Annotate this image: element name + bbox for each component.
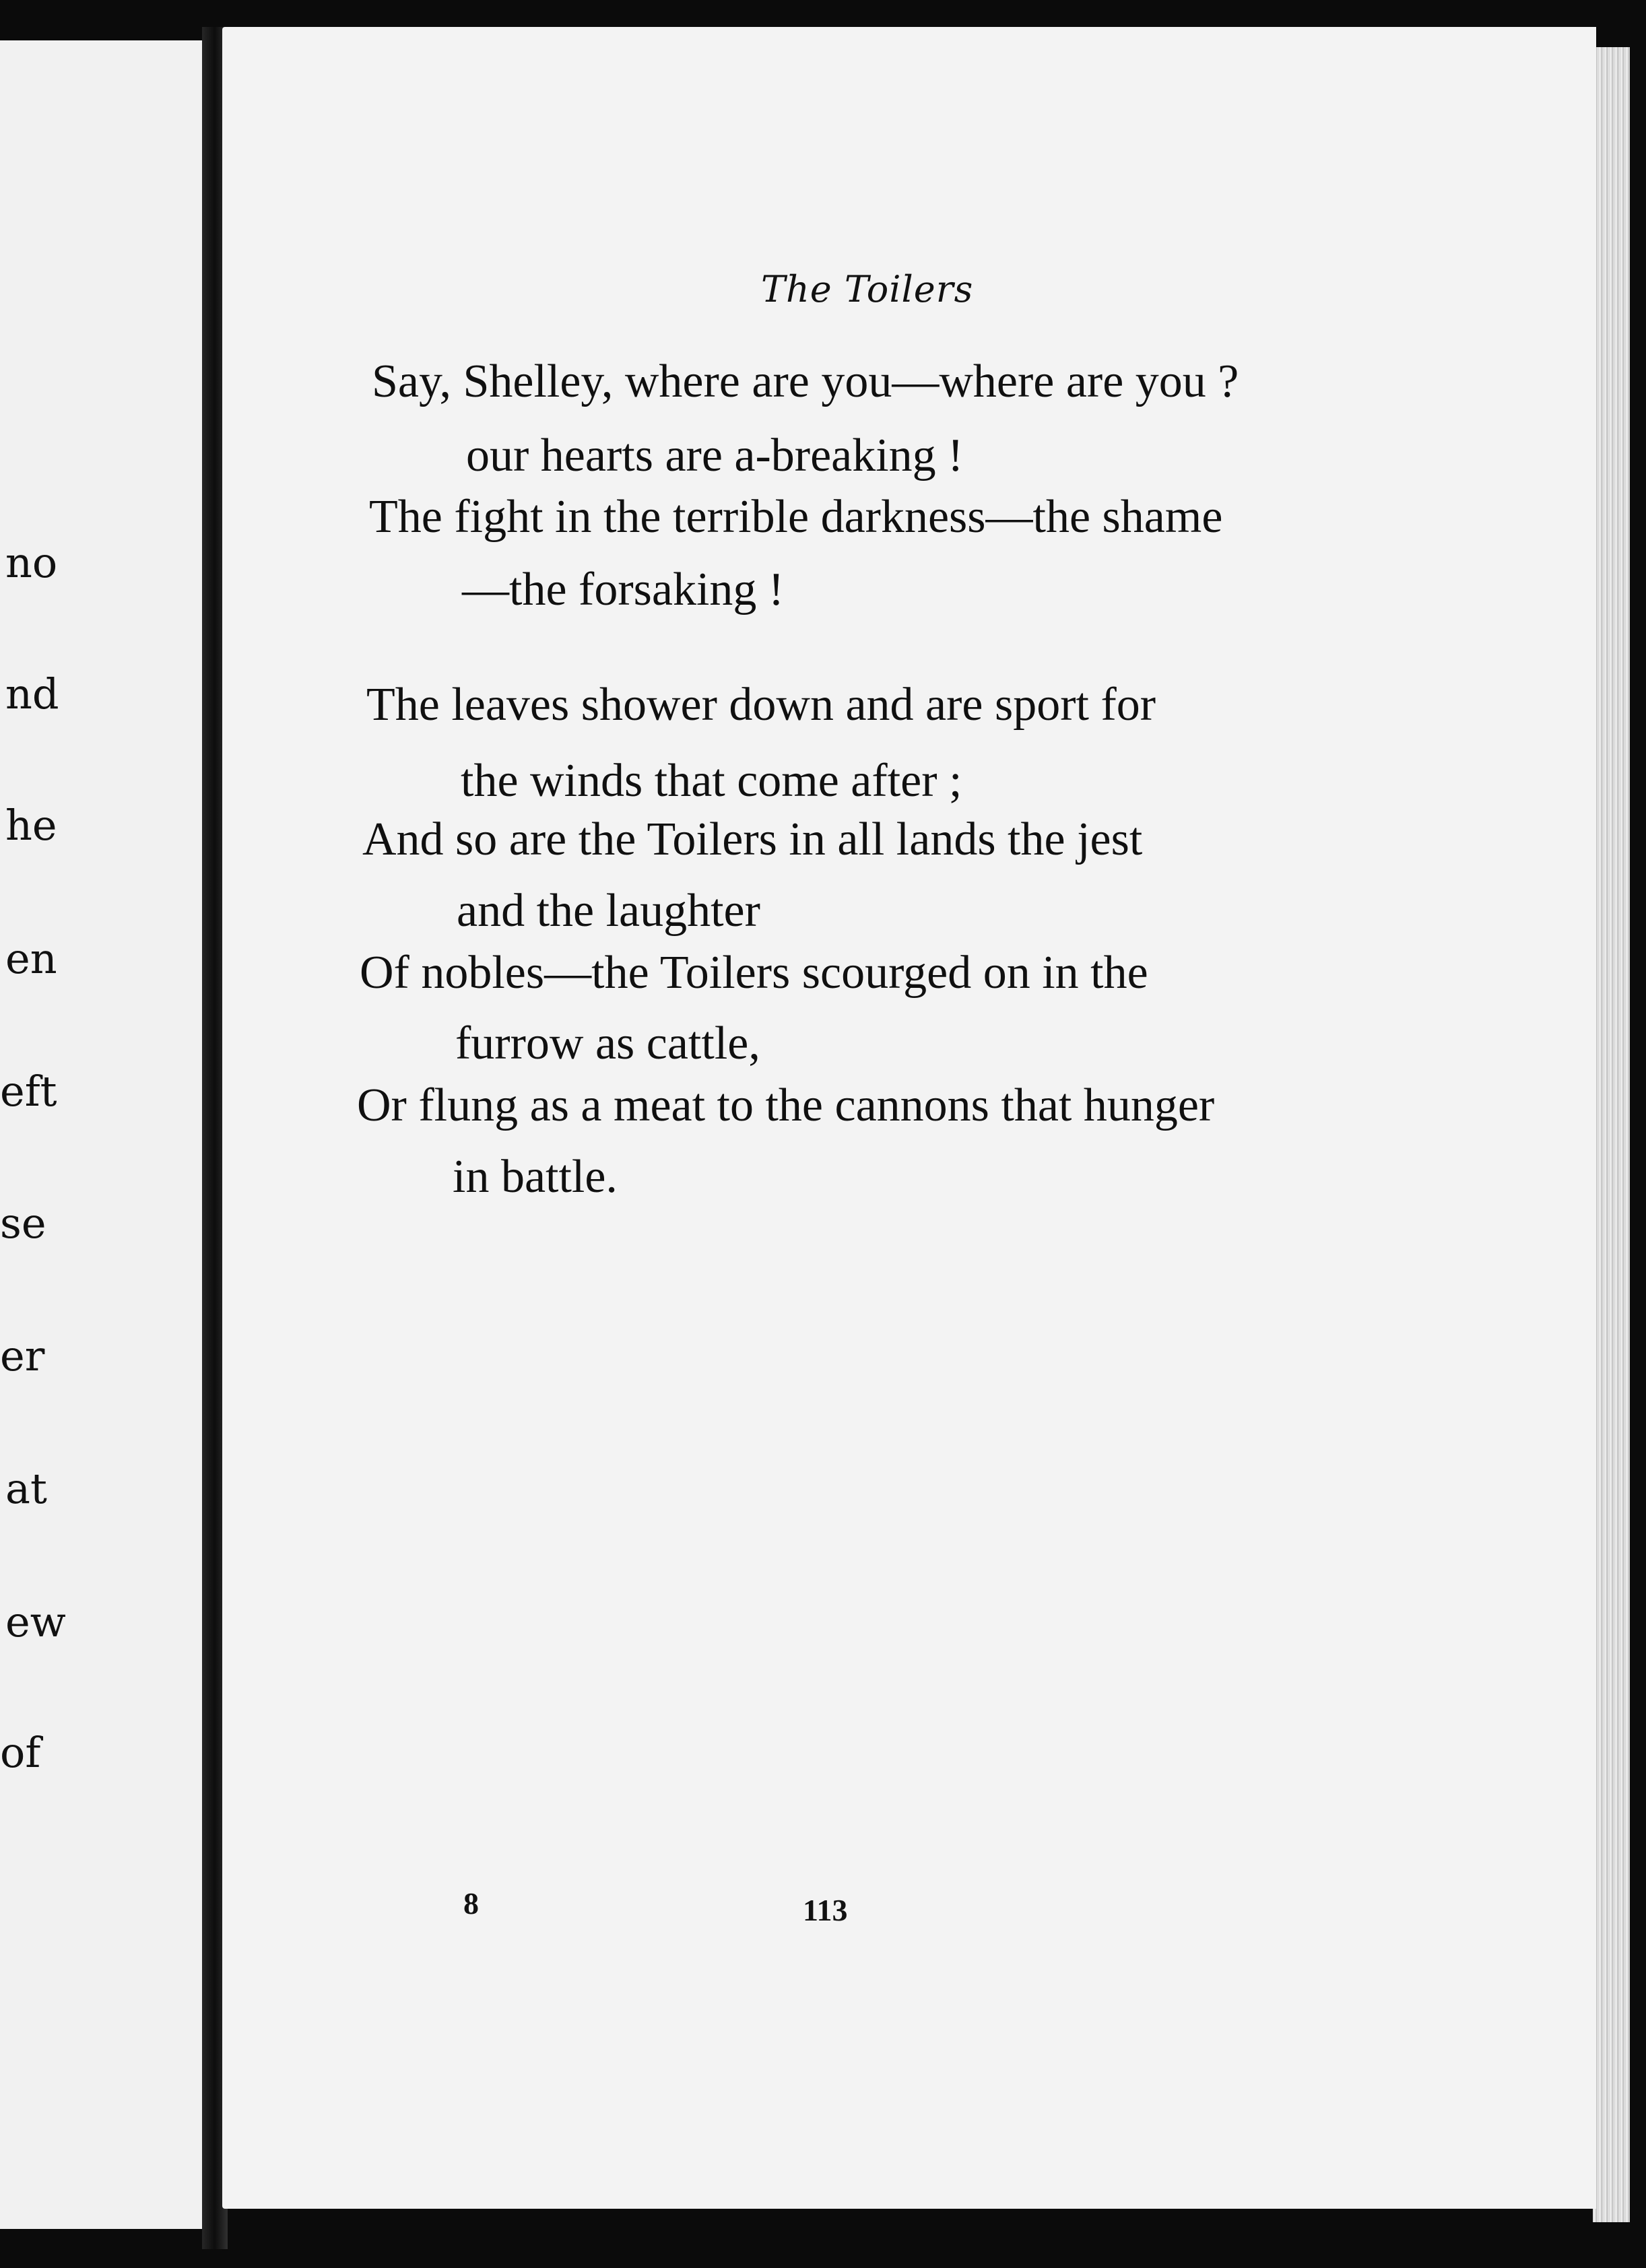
left-page-fragment: se: [0, 1199, 46, 1248]
poem-line: Say, Shelley, where are you—where are you ?: [372, 356, 1239, 407]
signature-mark: 8: [463, 1886, 479, 1921]
left-page-fragment: en: [5, 934, 57, 983]
poem-line: Of nobles—the Toilers scourged on in the: [360, 947, 1148, 999]
poem-line: in battle.: [453, 1151, 618, 1203]
left-page-fragment: at: [5, 1464, 47, 1513]
poem-line: The leaves shower down and are sport for: [366, 679, 1156, 731]
poem-line: Or flung as a meat to the cannons that hunger: [357, 1079, 1215, 1131]
poem-line: furrow as cattle,: [455, 1018, 760, 1069]
poem-line: The fight in the terrible darkness—the shame: [369, 491, 1223, 543]
page-number: 113: [803, 1893, 848, 1927]
left-page-fragment: no: [5, 538, 58, 587]
poem-line: and the laughter: [457, 885, 760, 937]
left-page-fragment: er: [0, 1331, 45, 1380]
poem-line: —the forsaking !: [462, 564, 785, 615]
left-page-fragment: eft: [0, 1067, 57, 1116]
running-head: The Toilers: [761, 268, 974, 310]
left-page-fragment: ew: [5, 1597, 66, 1646]
poem-line: our hearts are a-breaking !: [466, 430, 964, 481]
poem-line: the winds that come after ;: [461, 755, 962, 807]
left-page-fragment: he: [5, 801, 57, 850]
left-page-fragment: nd: [5, 669, 59, 719]
left-page-fragment: of: [0, 1728, 41, 1777]
poem-line: And so are the Toilers in all lands the jest: [362, 813, 1143, 865]
